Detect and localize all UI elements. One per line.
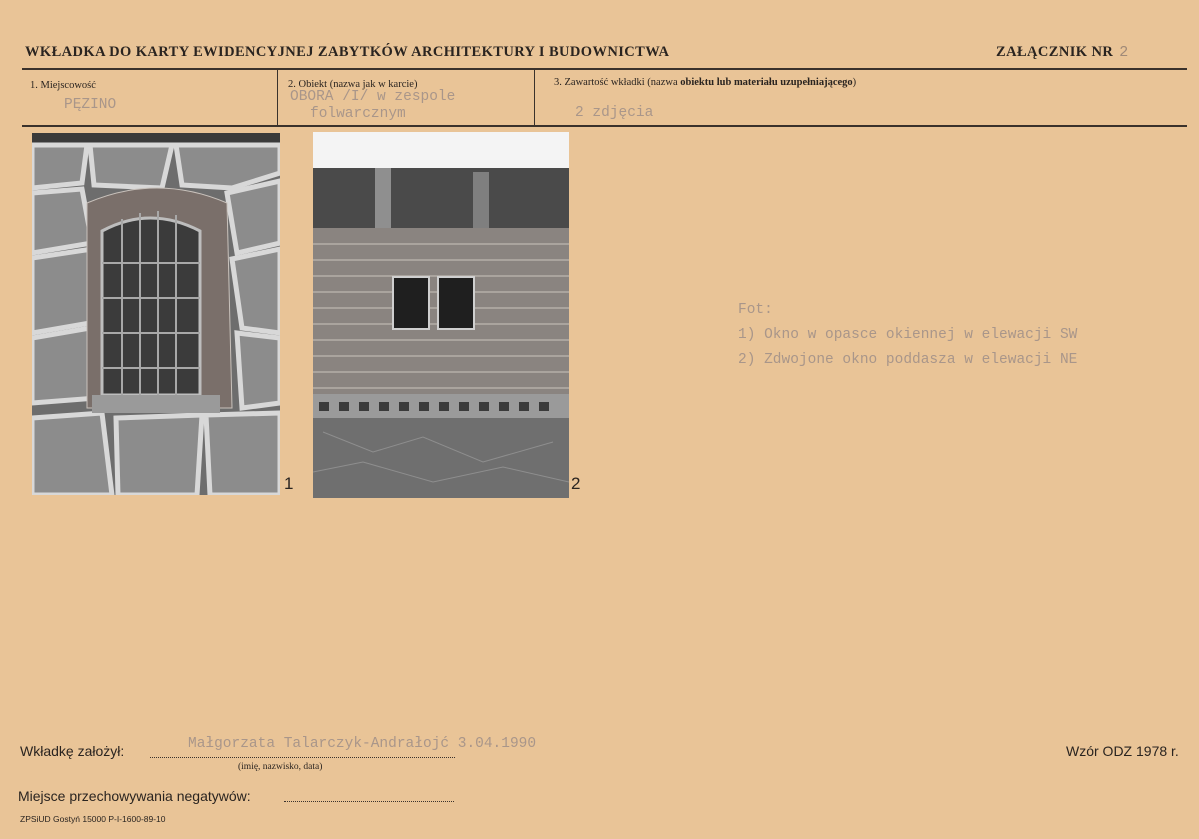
form-title: WKŁADKA DO KARTY EWIDENCYJNEJ ZABYTKÓW ARCHITEKTURY I BUDOWNICTWA bbox=[25, 44, 670, 60]
caption-item-1: 1) Okno w opasce okiennej w elewacji SW bbox=[738, 327, 1078, 343]
object-label: 2. Obiekt (nazwa jak w karcie) bbox=[288, 79, 418, 90]
object-value-line1: OBORA /I/ w zespole bbox=[290, 89, 456, 105]
content-label-bold1: obiektu bbox=[680, 77, 715, 88]
photo-2-image bbox=[313, 132, 569, 498]
caption-item-2: 2) Zdwojone okno poddasza w elewacji NE bbox=[738, 352, 1078, 368]
photo-1-image bbox=[32, 133, 280, 495]
photo-1-number: 1 bbox=[284, 474, 294, 493]
author-line bbox=[150, 757, 455, 758]
author-value: Małgorzata Talarczyk-Andrałojć 3.04.1990 bbox=[188, 736, 537, 752]
object-value-line2: folwarcznym bbox=[310, 106, 406, 122]
photo-2-number: 2 bbox=[571, 474, 581, 493]
author-label: Wkładkę założył: bbox=[20, 743, 125, 759]
content-label bbox=[554, 77, 856, 88]
author-hint: (imię, nazwisko, data) bbox=[238, 762, 323, 772]
annex-number: 2 bbox=[1119, 44, 1129, 61]
printer-line: ZPSiUD Gostyń 15000 P-I-1600-89-10 bbox=[20, 814, 166, 824]
storage-line bbox=[284, 801, 454, 802]
storage-label: Miejsce przechowywania negatywów: bbox=[18, 788, 251, 804]
captions-heading: Fot: bbox=[738, 302, 773, 318]
fields-bottom-rule bbox=[22, 125, 1187, 127]
locality-value: PĘZINO bbox=[64, 97, 117, 113]
header-rule bbox=[22, 68, 1187, 70]
content-label-start: 3. Zawartość wkładki (nazwa bbox=[554, 77, 678, 88]
annex-label bbox=[996, 44, 1129, 61]
photo-2 bbox=[313, 132, 569, 498]
annex-label-text: ZAŁĄCZNIK NR bbox=[996, 44, 1114, 60]
form-version: Wzór ODZ 1978 r. bbox=[1066, 743, 1179, 759]
content-label-bold2: lub materiału uzupełniającego bbox=[716, 77, 853, 88]
field-divider-2 bbox=[534, 70, 535, 126]
content-label-end: ) bbox=[852, 77, 857, 88]
photo-1 bbox=[32, 133, 280, 495]
content-value: 2 zdjęcia bbox=[575, 105, 654, 121]
locality-label: 1. Miejscowość bbox=[30, 80, 96, 91]
field-divider-1 bbox=[277, 70, 278, 126]
